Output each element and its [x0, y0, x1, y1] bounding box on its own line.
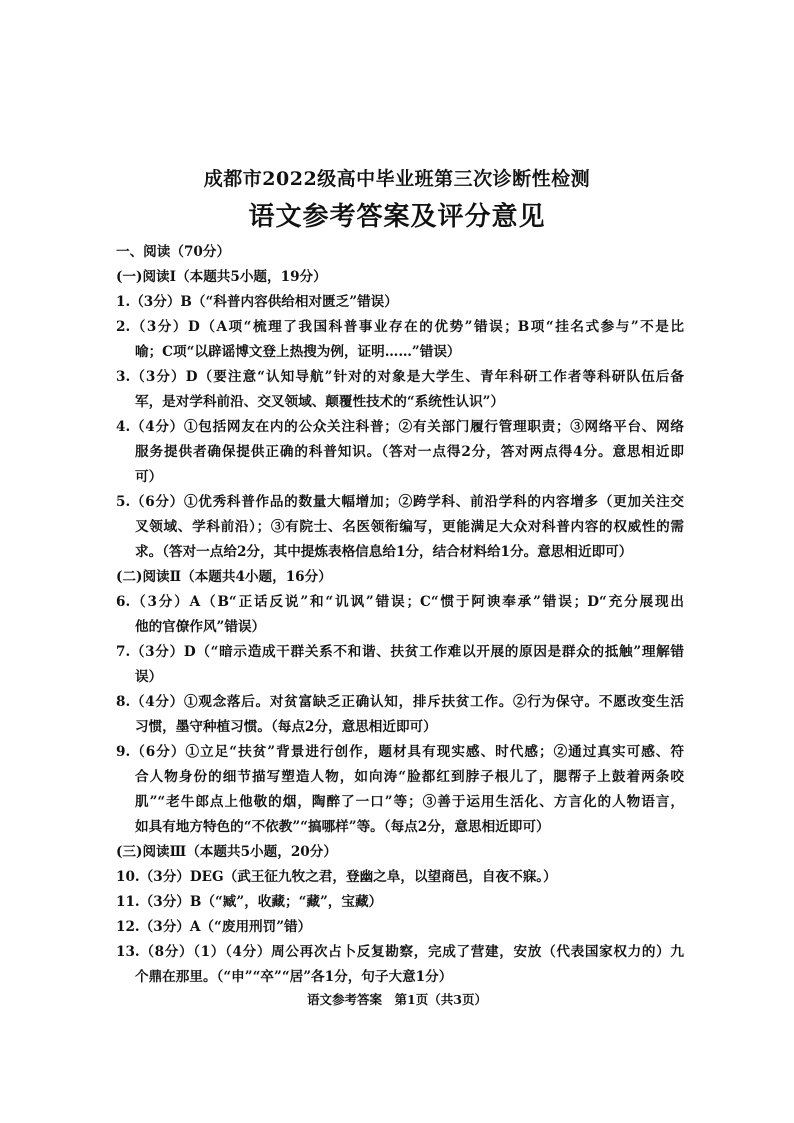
answer-line: 9.（6分）①立足“扶贫”背景进行创作，题材具有现实感、时代感；②通过真实可感、符 [116, 744, 684, 760]
answer-line: 4.（4分）①包括网友在内的公众关注科普；②有关部门履行管理职责；③网络平台、网络 [116, 419, 684, 435]
answer-line: 5.（6分）①优秀科普作品的数量大幅增加；②跨学科、前沿学科的内容增多（更加关注交 [116, 494, 684, 510]
answer-line: 10.（3分）DEG（武王征九牧之君，登幽之阜，以望商邑，自夜不寐。） [116, 869, 557, 885]
answer-line: 1.（3分）B（“科普内容供给相对匮乏”错误） [116, 294, 398, 310]
answer-line: 7.（3分）D（“暗示造成干群关系不和谐、扶贫工作难以开展的原因是群众的抵触”理解错 [116, 644, 684, 660]
section-heading: 一、阅读（70分） [116, 244, 231, 260]
answer-line: 11.（3分）B（“臧”，收藏；“藏”，宝藏） [116, 894, 383, 910]
subsection-heading: (一)阅读Ⅰ（本题共5小题，19分） [116, 269, 327, 285]
answer-line: 6.（3分）A（B“正话反说”和“讥讽”错误；C“惯于阿谀奉承”错误；D“充分展现出 [116, 594, 684, 610]
answer-line: 喻；C项“以辟谣博文登上热搜为例，证明……”错误） [135, 344, 461, 360]
answer-line: 如具有地方特色的“不依教”“搞哪样”等。（每点2分，意思相近即可） [135, 819, 550, 835]
answer-line: 误） [135, 669, 163, 685]
answer-line: 军，是对学科前沿、交叉领域、颠覆性技术的“系统性认识”） [135, 394, 505, 410]
answer-line: 肌”“老牛郎点上他敬的烟，陶醉了一口”等；③善于运用生活化、方言化的人物语言， [135, 794, 684, 810]
answer-line: 可） [135, 469, 163, 485]
answer-line: 个鼎在那里。（“申”“卒”“居”各1分，句子大意1分） [135, 969, 453, 985]
page-footer: 语文参考答案 第1页（共3页） [307, 992, 487, 1007]
answer-line: 叉领域、学科前沿）；③有院士、名医领衔编写，更能满足大众对科普内容的权威性的需 [135, 519, 684, 535]
answer-line: 合人物身份的细节描写塑造人物，如向涛“脸都红到脖子根儿了，腮帮子上鼓着两条咬 [135, 769, 684, 785]
answer-line: 2.（3分）D（A项“梳理了我国科普事业存在的优势”错误；B项“挂名式参与”不是比 [116, 319, 684, 335]
answer-key-title: 语文参考答案及评分意见 [248, 202, 546, 232]
subsection-heading: (二)阅读Ⅱ（本题共4小题，16分） [116, 569, 332, 585]
answer-line: 服务提供者确保提供正确的科普知识。（答对一点得2分，答对两点得4分。意思相近即 [135, 444, 684, 460]
answer-line: 习惯，墨守种植习惯。（每点2分，意思相近即可） [135, 719, 437, 735]
answer-line: 3.（3分）D（要注意“认知导航”针对的对象是大学生、青年科研工作者等科研队伍后备 [116, 369, 684, 385]
subsection-heading: (三)阅读Ⅲ（本题共5小题，20分） [116, 844, 337, 860]
answer-body [116, 240, 684, 990]
answer-line: 8.（4分）①观念落后。对贫富缺乏正确认知，排斥扶贫工作。②行为保守。不愿改变生活 [116, 694, 684, 710]
answer-line: 13.（8分）（1）（4分）周公再次占卜反复勘察，完成了营建，安放（代表国家权力的）九 [116, 944, 684, 960]
answer-line: 他的官僚作风”错误） [135, 619, 266, 635]
answer-line: 12.（3分）A（“废用刑罚”错） [116, 919, 312, 935]
exam-title: 成都市2022级高中毕业班第三次诊断性检测 [203, 168, 591, 190]
answer-line: 求。（答对一点给2分，其中提炼表格信息给1分，结合材料给1分。意思相近即可） [135, 544, 633, 560]
